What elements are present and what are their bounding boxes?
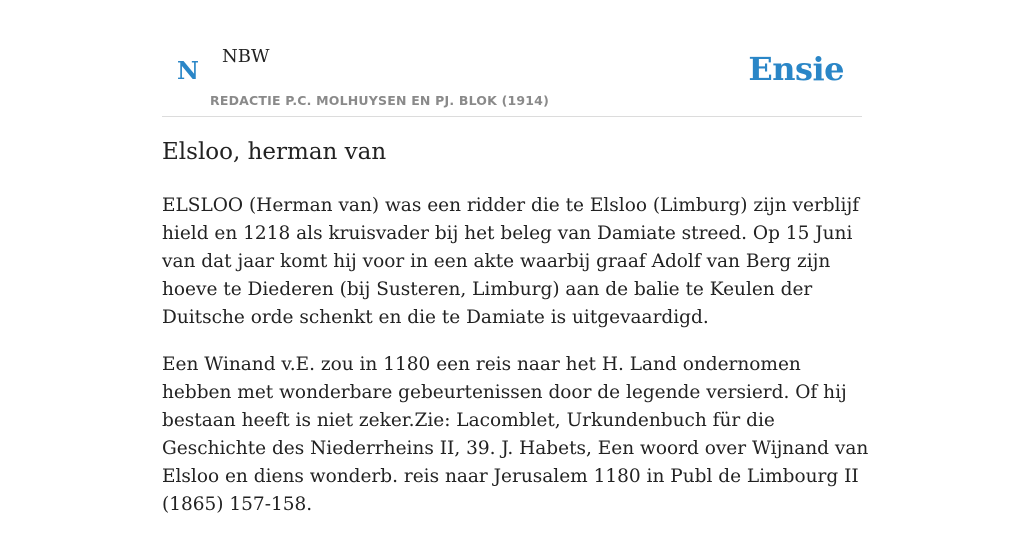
article-paragraph: Een Winand v.E. zou in 1180 een reis naar het H. Land ondernomen hebben met wonderbare gebeurtenissen door de legende versierd. Of hij bestaan heeft is niet zeker.Zie: Lacomblet, Urkundenbuch für die Geschichte des Niederrheins II, 39. J. Habets, Een woord over Wijnand van Elsloo en diens wonderb. reis naar Jerusalem 1180 in Publ de Limbourg II (1865) 157-158. <box>162 354 869 515</box>
ensie-logo[interactable]: Ensie <box>748 50 844 88</box>
article-paragraph: ELSLOO (Herman van) was een ridder die te Elsloo (Limburg) zijn verblijf hield en 1218 als kruisvader bij het beleg van Damiate streed. Op 15 Juni van dat jaar komt hij voor in een akte waarbij graaf Adolf van Berg zijn hoeve te Diederen (bij Susteren, Limburg) aan de balie te Keulen der Duitsche orde schenkt en die te Damiate is uitgevaardigd. <box>162 195 860 328</box>
article-body <box>162 192 872 538</box>
header <box>162 0 862 117</box>
source-editors: REDACTIE P.C. MOLHUYSEN EN PJ. BLOK (1914) <box>210 93 549 108</box>
article-title: Elsloo, herman van <box>162 139 387 165</box>
source-name[interactable]: NBW <box>222 46 270 67</box>
source-logo[interactable]: N <box>177 56 199 85</box>
